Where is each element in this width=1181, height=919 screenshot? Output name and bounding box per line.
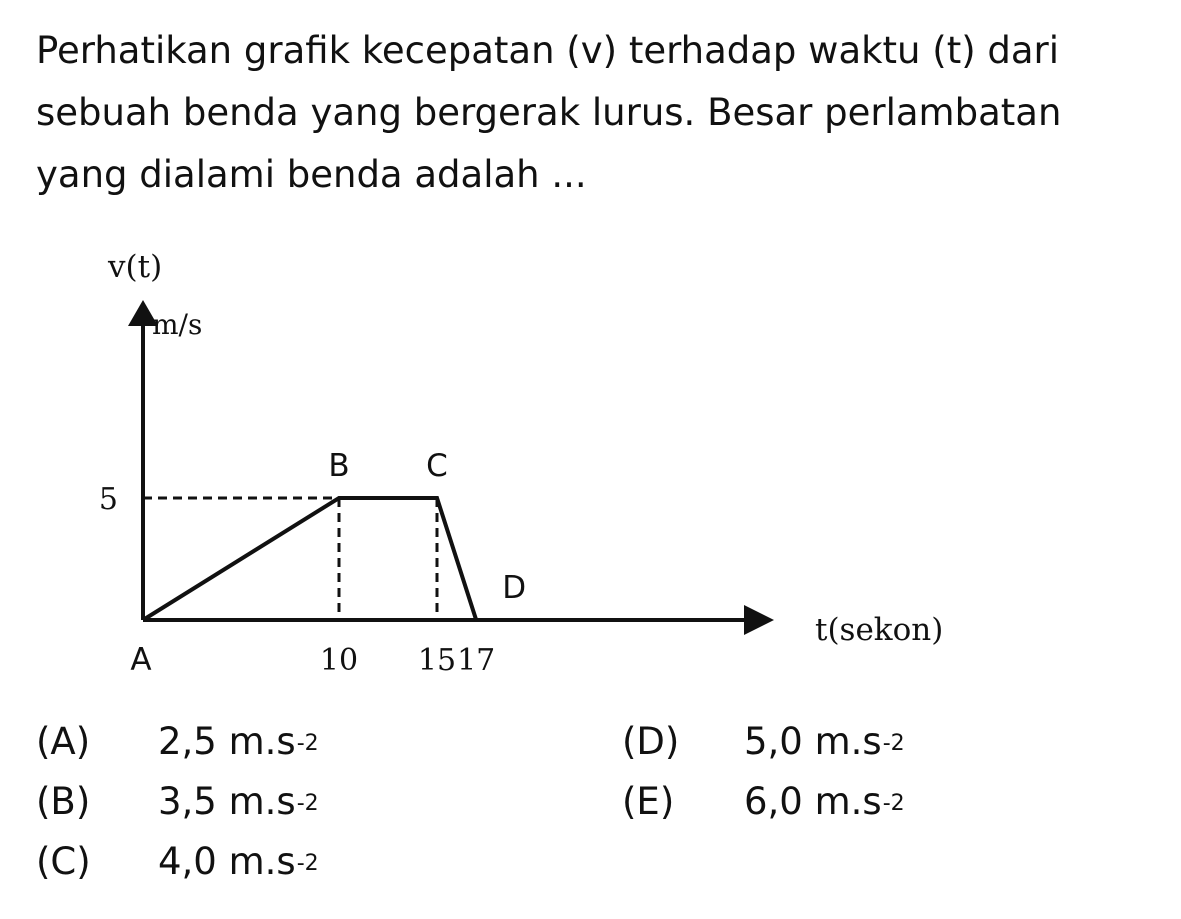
option-d-value: 5,0 m.s <box>744 720 882 763</box>
x-tick-label-10: 10 <box>319 643 359 678</box>
option-a-exponent: -2 <box>296 731 319 756</box>
question-text: Perhatikan grafik kecepatan (v) terhadap waktu (t) dari sebuah benda yang bergerak lurus. Besar perlambatan yang dialami benda adalah ... <box>36 29 1062 196</box>
y-axis-label: v(t) <box>108 249 163 285</box>
option-c-letter: (C) <box>36 840 91 883</box>
axes <box>128 300 774 635</box>
option-b-letter: (B) <box>36 780 91 823</box>
y-axis-unit: m/s <box>152 308 203 341</box>
option-d[interactable] <box>622 720 905 770</box>
option-a-letter: (A) <box>36 720 91 763</box>
point-label-b: B <box>328 448 350 484</box>
x-axis-label: t(sekon) <box>815 612 944 648</box>
option-c[interactable] <box>36 840 319 890</box>
option-a-value: 2,5 m.s <box>158 720 296 763</box>
y-tick-label-5: 5 <box>98 482 118 517</box>
option-b-value: 3,5 m.s <box>158 780 296 823</box>
option-e-letter: (E) <box>622 780 675 823</box>
x-tick-label-17: 17 <box>457 643 496 678</box>
x-tick-label-15: 15 <box>417 643 457 678</box>
option-e-value: 6,0 m.s <box>744 780 882 823</box>
point-label-d: D <box>502 570 527 606</box>
option-e-exponent: -2 <box>882 791 905 816</box>
option-d-exponent: -2 <box>882 731 905 756</box>
option-c-value: 4,0 m.s <box>158 840 296 883</box>
point-label-a: A <box>130 642 152 678</box>
velocity-series-line <box>143 498 476 620</box>
option-c-exponent: -2 <box>296 851 319 876</box>
point-label-c: C <box>426 448 448 484</box>
option-d-letter: (D) <box>622 720 680 763</box>
option-a[interactable] <box>36 720 319 770</box>
option-e[interactable] <box>622 780 905 830</box>
option-b[interactable] <box>36 780 319 830</box>
guide-lines <box>143 498 437 620</box>
option-b-exponent: -2 <box>296 791 319 816</box>
x-axis-arrow <box>744 605 774 635</box>
